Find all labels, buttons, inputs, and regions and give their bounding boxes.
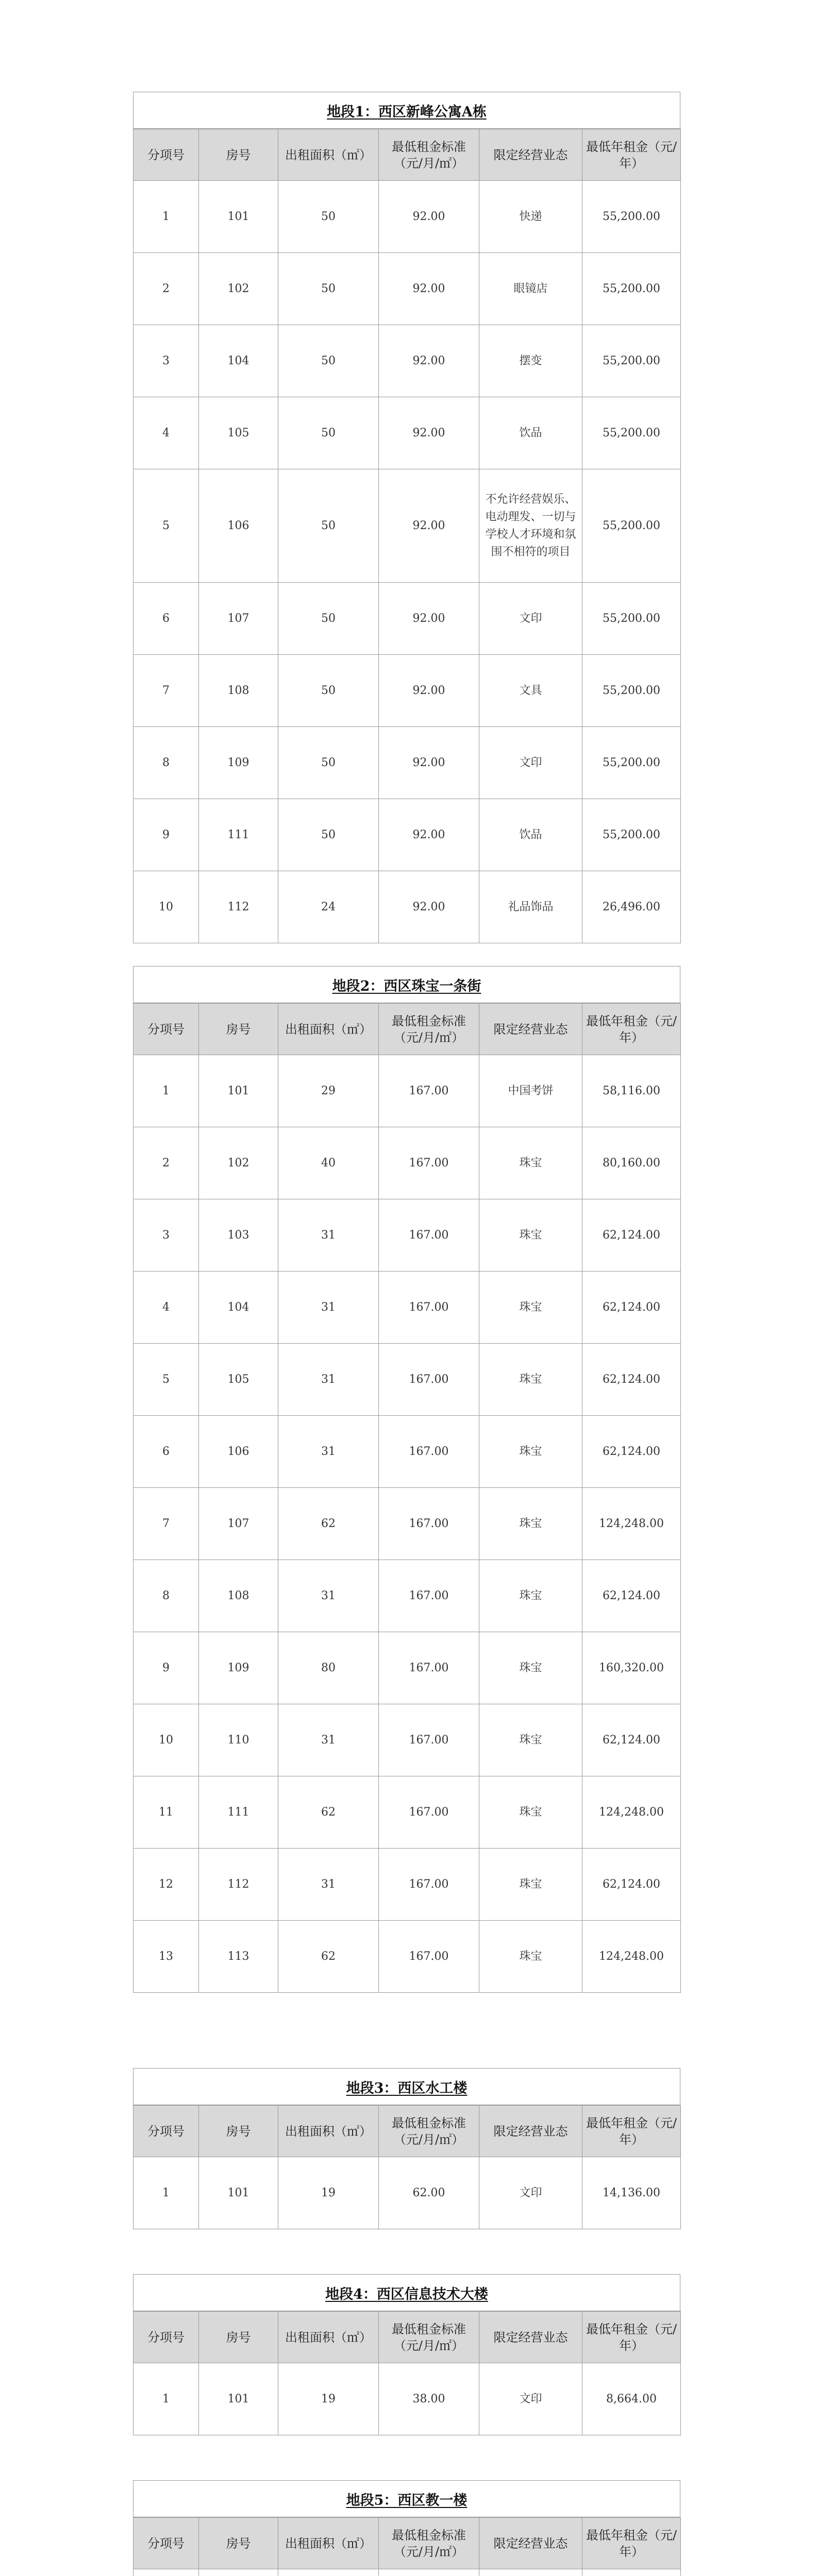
cell-area: 31 (278, 1704, 379, 1776)
cell-business-type: 珠宝 (479, 1199, 582, 1272)
cell-item-no: 12 (133, 1849, 199, 1921)
cell-area: 50 (278, 253, 379, 325)
cell-item-no: 5 (133, 1344, 199, 1416)
table-row (133, 2157, 681, 2229)
cell-rent-rate: 92.00 (379, 799, 479, 871)
lot-section-1 (133, 92, 680, 943)
cell-annual-rent: 14,136.00 (582, 2157, 681, 2229)
cell-item-no: 2 (133, 1127, 199, 1199)
cell-room-no: 112 (199, 871, 278, 943)
cell-item-no: 11 (133, 1776, 199, 1849)
cell-room-no: 108 (199, 655, 278, 727)
section-title: 地段1：西区新峰公寓A栋 (133, 92, 680, 129)
cell-rent-rate: 167.00 (379, 1272, 479, 1344)
cell-rent-rate: 92.00 (379, 469, 479, 583)
cell-annual-rent: 26,496.00 (582, 871, 681, 943)
cell-item-no: 6 (133, 583, 199, 655)
rental-table (133, 1003, 681, 1993)
cell-area: 19 (278, 2157, 379, 2229)
cell-room-no: 101 (199, 181, 278, 253)
cell-rent-rate: 167.00 (379, 1560, 479, 1632)
cell-room-no: 105 (199, 397, 278, 469)
cell-business-type: 文具 (479, 655, 582, 727)
cell-business-type: 文印 (479, 727, 582, 799)
cell-annual-rent: 55,200.00 (582, 583, 681, 655)
cell-business-type: 珠宝 (479, 1849, 582, 1921)
cell-rent-rate: 167.00 (379, 1127, 479, 1199)
cell-rent-rate: 92.00 (379, 181, 479, 253)
header-min-annual-rent: 最低年租金（元/年） (582, 2518, 681, 2569)
table-row (133, 583, 681, 655)
cell-item-no: 9 (133, 1632, 199, 1704)
cell-annual-rent: 62,124.00 (582, 1416, 681, 1488)
cell-rent-rate: 92.00 (379, 253, 479, 325)
cell-room-no: 111 (199, 799, 278, 871)
cell-area: 50 (278, 469, 379, 583)
table-row (133, 1560, 681, 1632)
table-row (133, 1272, 681, 1344)
cell-room-no: 109 (199, 1632, 278, 1704)
header-item-no: 分项号 (133, 1004, 199, 1055)
cell-room-no: 102 (199, 253, 278, 325)
cell-item-no: 9 (133, 799, 199, 871)
section-title: 地段2：西区珠宝一条街 (133, 966, 680, 1003)
cell-annual-rent: 62,124.00 (582, 1849, 681, 1921)
cell-annual-rent: 55,200.00 (582, 727, 681, 799)
cell-annual-rent: 160,320.00 (582, 1632, 681, 1704)
header-min-rent-rate: 最低租金标准（元/月/㎡） (379, 1004, 479, 1055)
section-title: 地段4：西区信息技术大楼 (133, 2274, 680, 2311)
cell-rent-rate (379, 2569, 479, 2576)
cell-annual-rent: 55,200.00 (582, 181, 681, 253)
cell-business-type: 珠宝 (479, 1272, 582, 1344)
table-row (133, 727, 681, 799)
cell-area: 50 (278, 181, 379, 253)
header-row (133, 1004, 681, 1055)
cell-room-no (199, 2569, 278, 2576)
header-room-no: 房号 (199, 2312, 278, 2363)
header-min-rent-rate: 最低租金标准（元/月/㎡） (379, 129, 479, 181)
cell-area: 62 (278, 1921, 379, 1993)
cell-room-no: 104 (199, 1272, 278, 1344)
table-row (133, 1416, 681, 1488)
table-row (133, 1849, 681, 1921)
cell-business-type: 快递 (479, 181, 582, 253)
cell-rent-rate: 167.00 (379, 1416, 479, 1488)
table-row (133, 2569, 681, 2576)
cell-annual-rent: 124,248.00 (582, 1488, 681, 1560)
cell-area: 50 (278, 799, 379, 871)
lot-section-2 (133, 966, 680, 1993)
cell-item-no (133, 2569, 199, 2576)
table-row (133, 655, 681, 727)
cell-rent-rate: 167.00 (379, 1776, 479, 1849)
cell-business-type: 中国考饼 (479, 1055, 582, 1127)
cell-annual-rent: 55,200.00 (582, 655, 681, 727)
cell-area: 31 (278, 1560, 379, 1632)
cell-room-no: 112 (199, 1849, 278, 1921)
cell-room-no: 113 (199, 1921, 278, 1993)
cell-room-no: 101 (199, 1055, 278, 1127)
header-business-type: 限定经营业态 (479, 1004, 582, 1055)
cell-area: 31 (278, 1199, 379, 1272)
cell-rent-rate: 92.00 (379, 871, 479, 943)
cell-annual-rent: 58,116.00 (582, 1055, 681, 1127)
rental-table (133, 2311, 681, 2435)
cell-room-no: 104 (199, 325, 278, 397)
cell-rent-rate: 38.00 (379, 2363, 479, 2435)
cell-rent-rate: 167.00 (379, 1849, 479, 1921)
header-area: 出租面积（㎡） (278, 2106, 379, 2157)
cell-item-no: 2 (133, 253, 199, 325)
header-business-type: 限定经营业态 (479, 2518, 582, 2569)
cell-rent-rate: 167.00 (379, 1704, 479, 1776)
table-row (133, 1488, 681, 1560)
cell-area: 80 (278, 1632, 379, 1704)
cell-room-no: 106 (199, 1416, 278, 1488)
cell-area: 40 (278, 1127, 379, 1199)
cell-area: 62 (278, 1488, 379, 1560)
cell-area: 50 (278, 655, 379, 727)
header-room-no: 房号 (199, 2106, 278, 2157)
cell-business-type: 珠宝 (479, 1127, 582, 1199)
cell-area: 50 (278, 397, 379, 469)
header-area: 出租面积（㎡） (278, 1004, 379, 1055)
section-title: 地段3：西区水工楼 (133, 2068, 680, 2105)
table-row (133, 253, 681, 325)
rental-table (133, 2517, 681, 2576)
header-min-rent-rate: 最低租金标准（元/月/㎡） (379, 2312, 479, 2363)
cell-business-type: 珠宝 (479, 1921, 582, 1993)
header-area: 出租面积（㎡） (278, 2518, 379, 2569)
cell-room-no: 108 (199, 1560, 278, 1632)
cell-rent-rate: 92.00 (379, 583, 479, 655)
cell-business-type (479, 2569, 582, 2576)
table-row (133, 397, 681, 469)
cell-business-type: 文印 (479, 2157, 582, 2229)
cell-rent-rate: 167.00 (379, 1199, 479, 1272)
table-row (133, 799, 681, 871)
header-row (133, 2312, 681, 2363)
cell-annual-rent: 62,124.00 (582, 1704, 681, 1776)
cell-item-no: 4 (133, 397, 199, 469)
header-room-no: 房号 (199, 2518, 278, 2569)
cell-rent-rate: 92.00 (379, 397, 479, 469)
cell-rent-rate: 167.00 (379, 1632, 479, 1704)
cell-rent-rate: 167.00 (379, 1921, 479, 1993)
cell-business-type: 珠宝 (479, 1488, 582, 1560)
cell-annual-rent: 80,160.00 (582, 1127, 681, 1199)
cell-business-type: 珠宝 (479, 1344, 582, 1416)
table-row (133, 181, 681, 253)
cell-rent-rate: 167.00 (379, 1488, 479, 1560)
cell-rent-rate: 167.00 (379, 1055, 479, 1127)
cell-area: 62 (278, 1776, 379, 1849)
table-row (133, 2363, 681, 2435)
cell-item-no: 7 (133, 1488, 199, 1560)
cell-business-type: 珠宝 (479, 1776, 582, 1849)
cell-annual-rent: 62,124.00 (582, 1272, 681, 1344)
cell-item-no: 1 (133, 1055, 199, 1127)
header-room-no: 房号 (199, 1004, 278, 1055)
cell-annual-rent (582, 2569, 681, 2576)
header-row (133, 129, 681, 181)
cell-area: 24 (278, 871, 379, 943)
table-row (133, 1199, 681, 1272)
cell-item-no: 5 (133, 469, 199, 583)
table-row (133, 871, 681, 943)
cell-room-no: 105 (199, 1344, 278, 1416)
cell-area: 50 (278, 727, 379, 799)
cell-area: 19 (278, 2363, 379, 2435)
cell-item-no: 4 (133, 1272, 199, 1344)
cell-rent-rate: 167.00 (379, 1344, 479, 1416)
cell-business-type: 眼镜店 (479, 253, 582, 325)
header-row (133, 2106, 681, 2157)
table-row (133, 1921, 681, 1993)
cell-annual-rent: 62,124.00 (582, 1199, 681, 1272)
table-row (133, 1055, 681, 1127)
table-row (133, 1704, 681, 1776)
cell-business-type: 饮品 (479, 799, 582, 871)
cell-business-type: 珠宝 (479, 1704, 582, 1776)
cell-item-no: 1 (133, 2157, 199, 2229)
cell-item-no: 8 (133, 727, 199, 799)
cell-area: 50 (278, 583, 379, 655)
lot-section-5 (133, 2480, 680, 2576)
table-row (133, 469, 681, 583)
header-item-no: 分项号 (133, 2312, 199, 2363)
header-area: 出租面积（㎡） (278, 129, 379, 181)
cell-room-no: 103 (199, 1199, 278, 1272)
table-row (133, 1344, 681, 1416)
cell-item-no: 13 (133, 1921, 199, 1993)
cell-area: 31 (278, 1272, 379, 1344)
cell-annual-rent: 55,200.00 (582, 397, 681, 469)
section-title: 地段5：西区教一楼 (133, 2480, 680, 2517)
cell-annual-rent: 124,248.00 (582, 1921, 681, 1993)
cell-rent-rate: 62.00 (379, 2157, 479, 2229)
cell-rent-rate: 92.00 (379, 325, 479, 397)
table-row (133, 1776, 681, 1849)
header-item-no: 分项号 (133, 129, 199, 181)
cell-business-type: 文印 (479, 583, 582, 655)
header-min-annual-rent: 最低年租金（元/年） (582, 1004, 681, 1055)
cell-annual-rent: 55,200.00 (582, 799, 681, 871)
cell-room-no: 109 (199, 727, 278, 799)
table-row (133, 1127, 681, 1199)
cell-room-no: 101 (199, 2363, 278, 2435)
cell-area: 50 (278, 325, 379, 397)
rental-table (133, 2105, 681, 2229)
lot-section-4 (133, 2274, 680, 2435)
cell-room-no: 107 (199, 583, 278, 655)
lot-section-3 (133, 2068, 680, 2229)
cell-room-no: 101 (199, 2157, 278, 2229)
header-min-annual-rent: 最低年租金（元/年） (582, 129, 681, 181)
table-row (133, 1632, 681, 1704)
header-min-annual-rent: 最低年租金（元/年） (582, 2312, 681, 2363)
cell-business-type: 文印 (479, 2363, 582, 2435)
cell-annual-rent: 55,200.00 (582, 325, 681, 397)
cell-business-type: 珠宝 (479, 1632, 582, 1704)
cell-item-no: 6 (133, 1416, 199, 1488)
cell-room-no: 111 (199, 1776, 278, 1849)
cell-room-no: 106 (199, 469, 278, 583)
cell-area (278, 2569, 379, 2576)
header-item-no: 分项号 (133, 2518, 199, 2569)
cell-annual-rent: 62,124.00 (582, 1344, 681, 1416)
cell-business-type: 摆变 (479, 325, 582, 397)
cell-area: 31 (278, 1344, 379, 1416)
cell-annual-rent: 55,200.00 (582, 253, 681, 325)
cell-business-type: 礼品饰品 (479, 871, 582, 943)
cell-item-no: 3 (133, 325, 199, 397)
cell-area: 29 (278, 1055, 379, 1127)
table-row (133, 325, 681, 397)
header-item-no: 分项号 (133, 2106, 199, 2157)
header-room-no: 房号 (199, 129, 278, 181)
cell-item-no: 1 (133, 181, 199, 253)
header-business-type: 限定经营业态 (479, 2106, 582, 2157)
cell-rent-rate: 92.00 (379, 655, 479, 727)
header-business-type: 限定经营业态 (479, 129, 582, 181)
cell-area: 31 (278, 1416, 379, 1488)
cell-item-no: 1 (133, 2363, 199, 2435)
cell-business-type: 饮品 (479, 397, 582, 469)
cell-item-no: 3 (133, 1199, 199, 1272)
header-row (133, 2518, 681, 2569)
cell-annual-rent: 124,248.00 (582, 1776, 681, 1849)
cell-item-no: 10 (133, 871, 199, 943)
rental-table (133, 129, 681, 943)
cell-room-no: 102 (199, 1127, 278, 1199)
cell-item-no: 8 (133, 1560, 199, 1632)
cell-rent-rate: 92.00 (379, 727, 479, 799)
cell-area: 31 (278, 1849, 379, 1921)
header-min-annual-rent: 最低年租金（元/年） (582, 2106, 681, 2157)
header-min-rent-rate: 最低租金标准（元/月/㎡） (379, 2518, 479, 2569)
cell-annual-rent: 55,200.00 (582, 469, 681, 583)
cell-business-type: 珠宝 (479, 1560, 582, 1632)
cell-annual-rent: 8,664.00 (582, 2363, 681, 2435)
cell-item-no: 10 (133, 1704, 199, 1776)
header-business-type: 限定经营业态 (479, 2312, 582, 2363)
cell-room-no: 107 (199, 1488, 278, 1560)
cell-room-no: 110 (199, 1704, 278, 1776)
header-area: 出租面积（㎡） (278, 2312, 379, 2363)
cell-business-type: 珠宝 (479, 1416, 582, 1488)
header-min-rent-rate: 最低租金标准（元/月/㎡） (379, 2106, 479, 2157)
cell-annual-rent: 62,124.00 (582, 1560, 681, 1632)
cell-business-type: 不允许经营娱乐、电动理发、一切与学校人才环境和氛围不相符的项目 (479, 469, 582, 583)
cell-item-no: 7 (133, 655, 199, 727)
